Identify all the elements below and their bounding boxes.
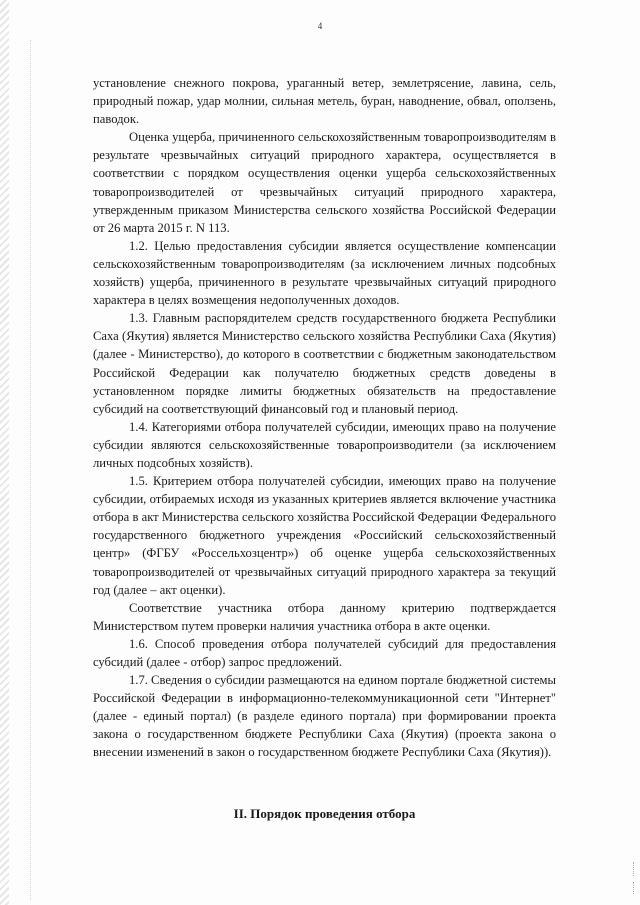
paragraph-continuation: установление снежного покрова, ураганный ветер, землетрясение, лавина, сель, природный пожар, удар молнии, сильная метель, буран, наводнение, обвал, оползень, паводок. bbox=[93, 76, 556, 127]
paragraph-1-2: 1.2. Целью предоставления субсидии является осуществление компенсации сельскохозяйственным товаропроизводителям (за исключением личных подсобных хозяйств) ущерба, причиненного в результате чрезвычайных ситуаций природного характера в целях возмещения недополученных доходов. bbox=[93, 238, 556, 308]
paragraph-1-6: 1.6. Способ проведения отбора получателей субсидий для предоставления субсидий (далее - отбор) запрос предложений. bbox=[93, 636, 556, 669]
document-body bbox=[93, 74, 556, 762]
paragraph-1-7: 1.7. Сведения о субсидии размещаются на едином портале бюджетной системы Российской Федерации в информационно-телекоммуникационной сети "Интернет" (далее - единый портал) (в разделе единого портала) при формировании проекта закона о государственном бюджете Республики Саха (Якутия) (проекта закона о внесении изменений в закон о государственном бюджете Республики Саха (Якутия)). bbox=[93, 673, 556, 760]
scan-edge-hatching bbox=[0, 0, 9, 905]
paragraph-1-3: 1.3. Главным распорядителем средств государственного бюджета Республики Саха (Якутия) является Министерство сельского хозяйства Республики Саха (Якутия) (далее - Министерство), до которого в соответствии с бюджетным законодательством Российской Федерации как получателю бюджетных средств доведены в установленном порядке лимиты бюджетных обязательств на предоставление субсидий на соответствующий финансовый год и плановый период. bbox=[93, 311, 556, 416]
paragraph-damage-assessment: Оценка ущерба, причиненного сельскохозяйственным товаропроизводителям в результате чрезвычайных ситуаций природного характера, осуществляется в соответствии с порядком осуществления оценки ущерба сельскохозяйственных товаропроизводителей от чрезвычайных ситуаций природного характера, утвержденным приказом Министерства сельского хозяйства Российской Федерации от 26 марта 2015 г. N 113. bbox=[93, 130, 556, 235]
paragraph-criterion-confirmation: Соответствие участника отбора данному критерию подтверждается Министерством путем проверки наличия участника отбора в акте оценки. bbox=[93, 600, 556, 633]
scan-margin-mark bbox=[633, 862, 637, 876]
page-number: 4 bbox=[317, 21, 323, 31]
paragraph-1-5: 1.5. Критерием отбора получателей субсидии, имеющих право на получение субсидии, отбираемых исходя из указанных критериев является включение участника отбора в акт Министерства сельского хозяйства Российской Федерации Федерального государственного бюджетного учреждения «Российский сельскохозяйственный центр» (ФГБУ «Россельхозцентр») об оценке ущерба сельскохозяйственных товаропроизводителей от чрезвычайных ситуаций природного характера за текущий год (далее – акт оценки). bbox=[93, 474, 556, 597]
scan-margin-mark bbox=[633, 882, 637, 894]
paragraph-1-4: 1.4. Категориями отбора получателей субсидии, имеющих право на получение субсидии являются сельскохозяйственные товаропроизводители (за исключением личных подсобных хозяйств). bbox=[93, 419, 556, 470]
scan-edge-line bbox=[30, 40, 31, 900]
section-heading: II. Порядок проведения отбора bbox=[233, 806, 416, 821]
